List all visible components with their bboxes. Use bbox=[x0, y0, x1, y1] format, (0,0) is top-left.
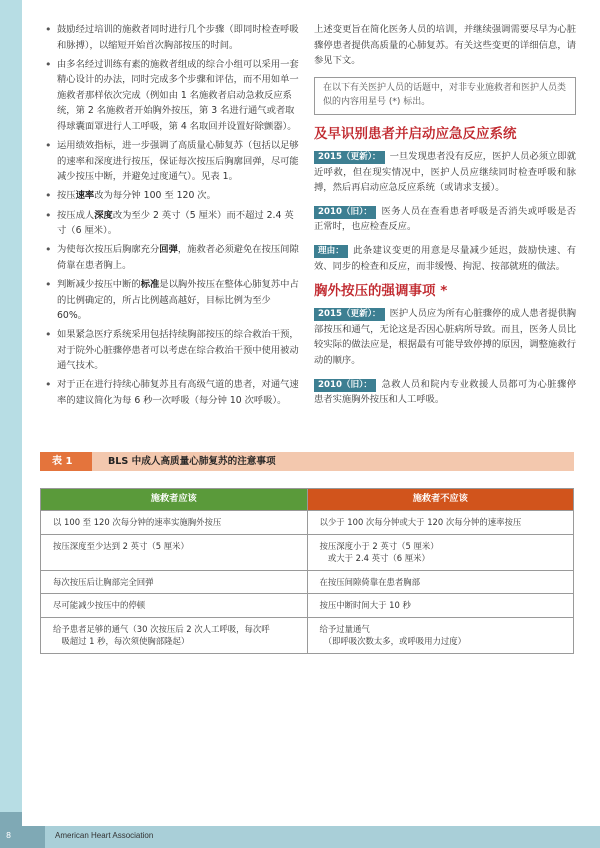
table-row bbox=[41, 534, 574, 570]
list-item: • 按压速率改为每分钟 100 至 120 次。 bbox=[44, 188, 299, 204]
column-header-dont: 施救者不应该 bbox=[307, 489, 574, 511]
table-title: BLS 中成人高质量心肺复苏的注意事项 bbox=[108, 456, 276, 467]
list-item: • 由多名经过训练有素的施救者组成的综合小组可以采用一套精心设计的办法，同时完成多个步骤和评估，而不用如单一施救者那样依次完成（例如由 1 名施救者启动急救反应系统，第 2 名施救者开始胸外按压，第 3 名进行通气或者取得球囊面罩进行人工呼吸，第 4 名取回并设置好除颤器）。 bbox=[44, 57, 299, 135]
rationale-tag: 理由： bbox=[314, 245, 348, 258]
note-box: 在以下有关医护人员的话题中，对非专业施救者和医护人员类似的内容用星号 (*) 标出。 bbox=[314, 77, 576, 115]
intro-paragraph: 上述变更旨在简化医务人员的培训，并继续强调需要尽早为心脏骤停患者提供高质量的心肺复苏。有关这些变更的详细信息，请参见下文。 bbox=[314, 24, 576, 67]
table-label: 表 1 bbox=[40, 452, 92, 471]
table-cell: 尽可能减少按压中的停顿 bbox=[41, 594, 308, 618]
table-row bbox=[41, 617, 574, 653]
column-header-do: 施救者应该 bbox=[41, 489, 308, 511]
paragraph: 2010（旧）： 急救人员和院内专业救援人员都可为心脏骤停患者实施胸外按压和人工呼吸。 bbox=[314, 378, 576, 406]
old-tag: 2010（旧）： bbox=[314, 379, 376, 392]
table-cell: 按压深度小于 2 英寸（5 厘米） 或大于 2.4 英寸（6 厘米） bbox=[307, 534, 574, 570]
old-tag: 2010（旧）： bbox=[314, 206, 376, 219]
right-column bbox=[314, 22, 576, 416]
list-item: • 对于正在进行持续心肺复苏且有高级气道的患者，对通气速率的建议简化为每 6 秒一次呼吸（每分钟 10 次呼吸）。 bbox=[44, 377, 299, 408]
update-tag: 2015（更新）： bbox=[314, 151, 385, 164]
table-row bbox=[41, 570, 574, 594]
table-header-row bbox=[41, 489, 574, 511]
paragraph: 理由： 此条建议变更的用意是尽量减少延迟，鼓励快速、有效、同步的检查和反应，而非缓慢、拘泥、按部就班的做法。 bbox=[314, 244, 576, 272]
update-tag: 2015（更新）： bbox=[314, 308, 385, 321]
list-item: • 运用绩效指标，进一步强调了高质量心肺复苏（包括以足够的速率和深度进行按压，保证每次按压后胸廓回弹，尽可能减少按压中断，并避免过度通气）。见表 1。 bbox=[44, 138, 299, 185]
table-cell: 在按压间隙倚靠在患者胸部 bbox=[307, 570, 574, 594]
table-cell: 以少于 100 次每分钟或大于 120 次每分钟的速率按压 bbox=[307, 511, 574, 535]
side-strip bbox=[0, 0, 22, 848]
table-row bbox=[41, 511, 574, 535]
list-item: • 按压成人深度改为至少 2 英寸（5 厘米）而不超过 2.4 英寸（6 厘米）。 bbox=[44, 208, 299, 239]
table-cell: 按压深度至少达到 2 英寸（5 厘米） bbox=[41, 534, 308, 570]
paragraph: 2010（旧）： 医务人员在查看患者呼吸是否消失或呼吸是否正常时，也应检查反应。 bbox=[314, 205, 576, 233]
list-item: • 如果紧急医疗系统采用包括持续胸部按压的综合救治干预，对于院外心脏骤停患者可以考虑在综合救治干预中使用被动通气技术。 bbox=[44, 327, 299, 374]
footer-organization: American Heart Association bbox=[55, 831, 154, 840]
table-cell: 每次按压后让胸部完全回弹 bbox=[41, 570, 308, 594]
paragraph: 2015（更新）： 医护人员应为所有心脏骤停的成人患者提供胸部按压和通气，无论这是否因心脏病所导致。而且，医务人员比较实际的做法应是，根据最有可能导致停搏的原因，调整施救行动的顺序。 bbox=[314, 308, 576, 366]
list-item: • 为使每次按压后胸廓充分回弹，施救者必须避免在按压间隙倚靠在患者胸上。 bbox=[44, 242, 299, 273]
section-title-compressions: 胸外按压的强调事项 * bbox=[314, 283, 448, 300]
bullet-list bbox=[44, 22, 299, 409]
table-cell: 给予过量通气 （即呼吸次数太多，或呼吸用力过度） bbox=[307, 617, 574, 653]
table-cell: 按压中断时间大于 10 秒 bbox=[307, 594, 574, 618]
section-title-recognition: 及早识别患者并启动应急反应系统 bbox=[314, 125, 517, 142]
list-item: • 判断减少按压中断的标准是以胸外按压在整体心肺复苏中占的比例确定的，所占比例越高越好，目标比例为至少 60%。 bbox=[44, 277, 299, 324]
cpr-table bbox=[40, 488, 574, 654]
left-column bbox=[44, 22, 299, 412]
list-item: • 鼓励经过培训的施救者同时进行几个步骤（即同时检查呼吸和脉搏），以缩短开始首次胸部按压的时间。 bbox=[44, 22, 299, 53]
table-cell: 以 100 至 120 次每分钟的速率实施胸外按压 bbox=[41, 511, 308, 535]
page-number: 8 bbox=[6, 831, 12, 840]
paragraph: 2015（更新）： 一旦发现患者没有反应，医护人员必须立即就近呼救，但在现实情况中，医护人员应继续同时检查呼吸和脉搏，然后再启动应急反应系统（或请求支援）。 bbox=[314, 150, 576, 194]
table-row bbox=[41, 594, 574, 618]
table-cell: 给予患者足够的通气（30 次按压后 2 次人工呼吸，每次呼 吸超过 1 秒，每次须使胸部隆起） bbox=[41, 617, 308, 653]
